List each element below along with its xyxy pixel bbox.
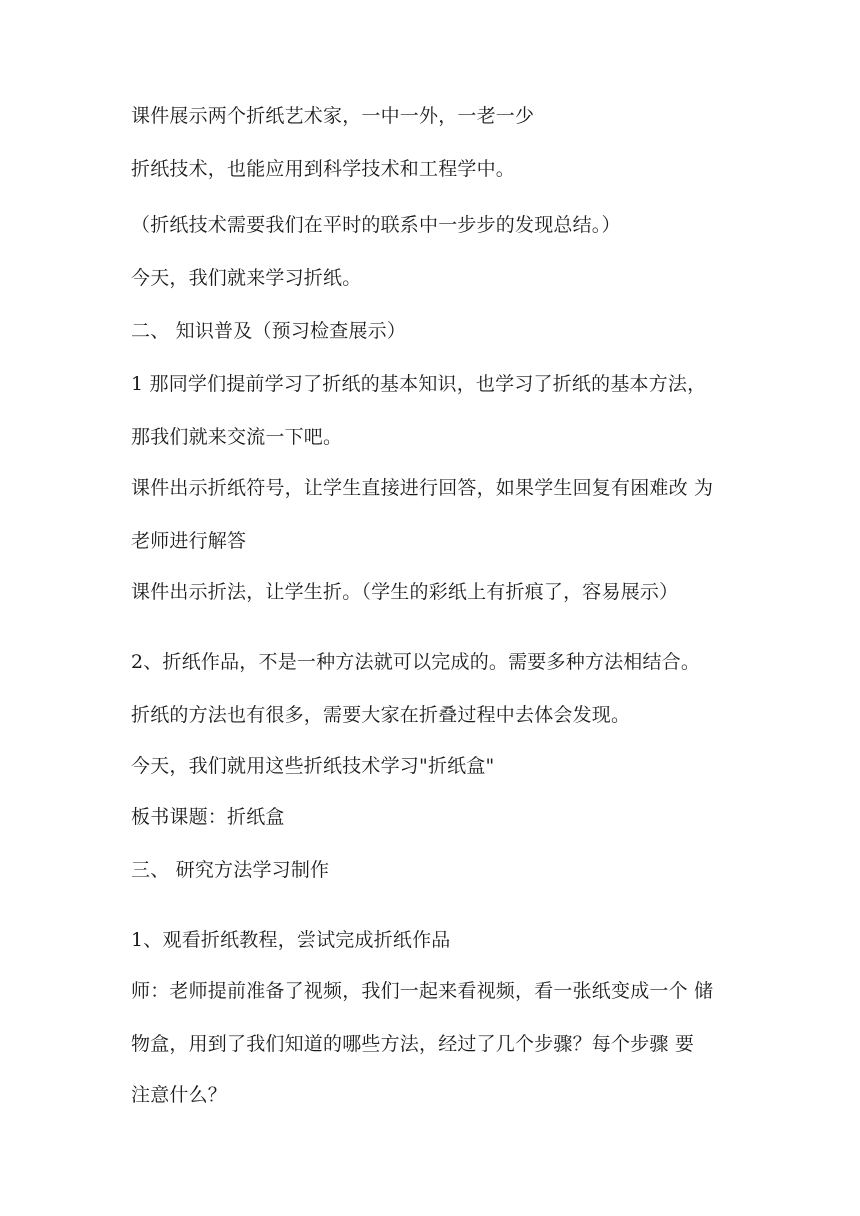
paragraph-line: 2、折纸作品，不是一种方法就可以完成的。需要多种方法相结合。 xyxy=(131,651,701,673)
paragraph-line: 注意什么？ xyxy=(131,1084,228,1106)
paragraph-line: （折纸技术需要我们在平时的联系中一步步的发现总结。） xyxy=(131,214,621,236)
paragraph-line: 课件出示折法，让学生折。（学生的彩纸上有折痕了，容易展示） xyxy=(131,581,679,603)
paragraph-line: 今天，我们就用这些折纸技术学习"折纸盒" xyxy=(131,755,495,777)
paragraph-line: 那我们就来交流一下吧。 xyxy=(131,426,343,448)
section-heading: 二、 知识普及（预习检查展示） xyxy=(131,320,407,342)
paragraph-line: 折纸技术，也能应用到科学技术和工程学中。 xyxy=(131,158,516,180)
paragraph-line: 折纸的方法也有很多，需要大家在折叠过程中去体会发现。 xyxy=(131,704,631,726)
paragraph-line: 老师进行解答 xyxy=(131,530,247,552)
paragraph-line: 课件出示折纸符号，让学生直接进行回答，如果学生回复有困难改 为 xyxy=(131,477,714,499)
paragraph-line: 板书课题：折纸盒 xyxy=(131,806,285,828)
paragraph-line: 1、观看折纸教程，尝试完成折纸作品 xyxy=(131,929,451,951)
paragraph-line: 课件展示两个折纸艺术家，一中一外，一老一少 xyxy=(131,105,535,127)
section-heading: 三、 研究方法学习制作 xyxy=(131,859,330,881)
paragraph-line: 今天，我们就来学习折纸。 xyxy=(131,267,362,289)
paragraph-line: 1 那同学们提前学习了折纸的基本知识，也学习了折纸的基本方法， xyxy=(131,373,707,395)
paragraph-line: 师：老师提前准备了视频，我们一起来看视频，看一张纸变成一个 储 xyxy=(131,980,714,1002)
paragraph-line: 物盒，用到了我们知道的哪些方法，经过了几个步骤？每个步骤 要 xyxy=(131,1033,695,1055)
